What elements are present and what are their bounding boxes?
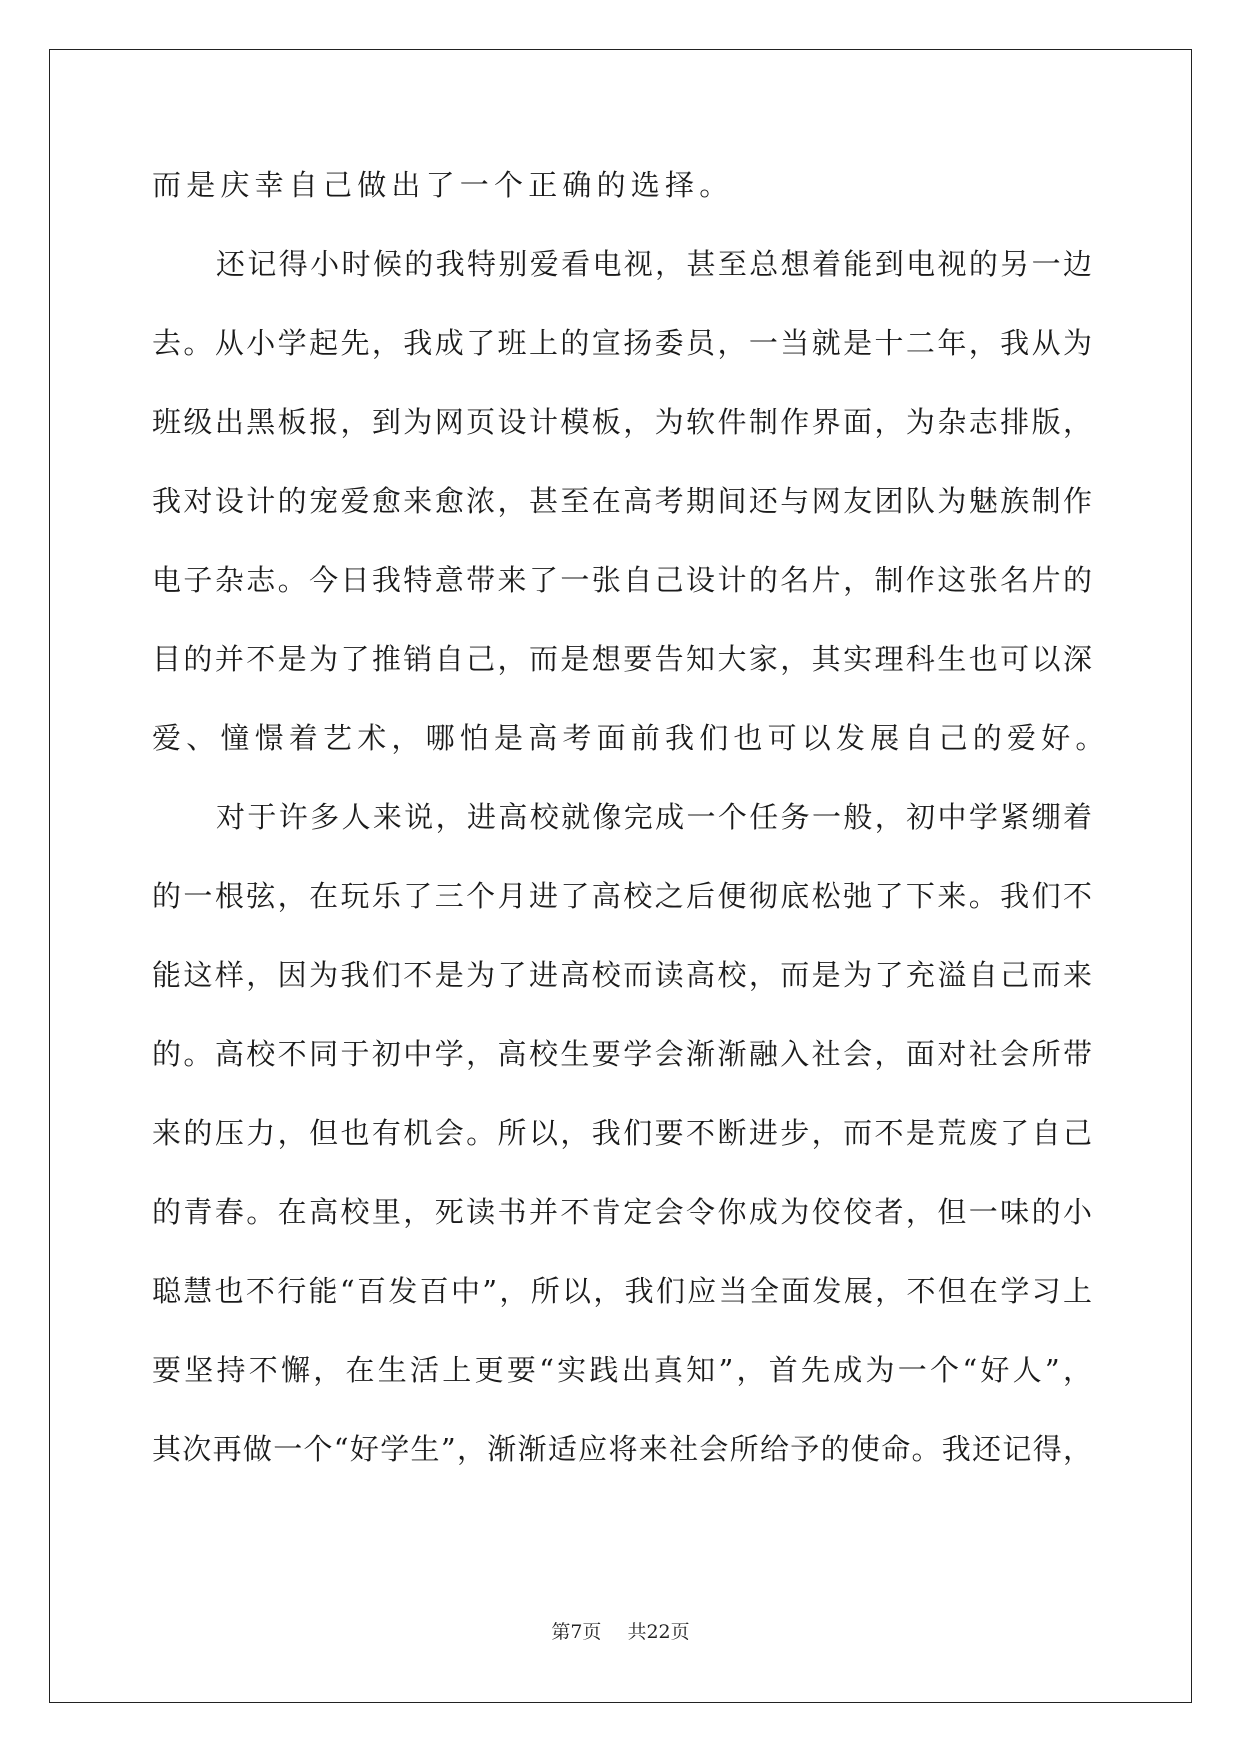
text-line-13: 来的压力，但也有机会。所以，我们要不断进步，而不是荒废了自己 — [152, 1116, 1092, 1150]
text-line-5: 我对设计的宠爱愈来愈浓，甚至在高考期间还与网友团队为魅族制作 — [152, 484, 1092, 518]
text-line-15: 聪慧也不行能“百发百中”，所以，我们应当全面发展，不但在学习上 — [152, 1274, 1092, 1308]
text-line-7: 目的并不是为了推销自己，而是想要告知大家，其实理科生也可以深 — [152, 642, 1092, 676]
text-line-2: 还记得小时候的我特别爱看电视，甚至总想着能到电视的另一边 — [216, 247, 1092, 281]
text-line-8: 爱、憧憬着艺术，哪怕是高考面前我们也可以发展自己的爱好。 — [152, 721, 1110, 755]
text-line-6: 电子杂志。今日我特意带来了一张自己设计的名片，制作这张名片的 — [152, 563, 1092, 597]
text-line-9: 对于许多人来说，进高校就像完成一个任务一般，初中学紧绷着 — [216, 800, 1092, 834]
text-line-16: 要坚持不懈，在生活上更要“实践出真知”，首先成为一个“好人”， — [152, 1353, 1092, 1387]
text-line-12: 的。高校不同于初中学，高校生要学会渐渐融入社会，面对社会所带 — [152, 1037, 1092, 1071]
text-line-11: 能这样，因为我们不是为了进高校而读高校，而是为了充溢自己而来 — [152, 958, 1092, 992]
text-line-3: 去。从小学起先，我成了班上的宣扬委员，一当就是十二年，我从为 — [152, 326, 1092, 360]
text-line-14: 的青春。在高校里，死读书并不肯定会令你成为佼佼者，但一味的小 — [152, 1195, 1092, 1229]
text-line-10: 的一根弦，在玩乐了三个月进了高校之后便彻底松弛了下来。我们不 — [152, 879, 1092, 913]
text-line-17: 其次再做一个“好学生”，渐渐适应将来社会所给予的使命。我还记得， — [152, 1432, 1092, 1466]
page-footer — [0, 1620, 1241, 1644]
text-line-1: 而是庆幸自己做出了一个正确的选择。 — [152, 168, 734, 202]
text-line-4: 班级出黑板报，到为网页设计模板，为软件制作界面，为杂志排版， — [152, 405, 1092, 439]
page-number-total: 共22页 — [627, 1621, 690, 1643]
page-number-current: 第7页 — [551, 1621, 602, 1643]
